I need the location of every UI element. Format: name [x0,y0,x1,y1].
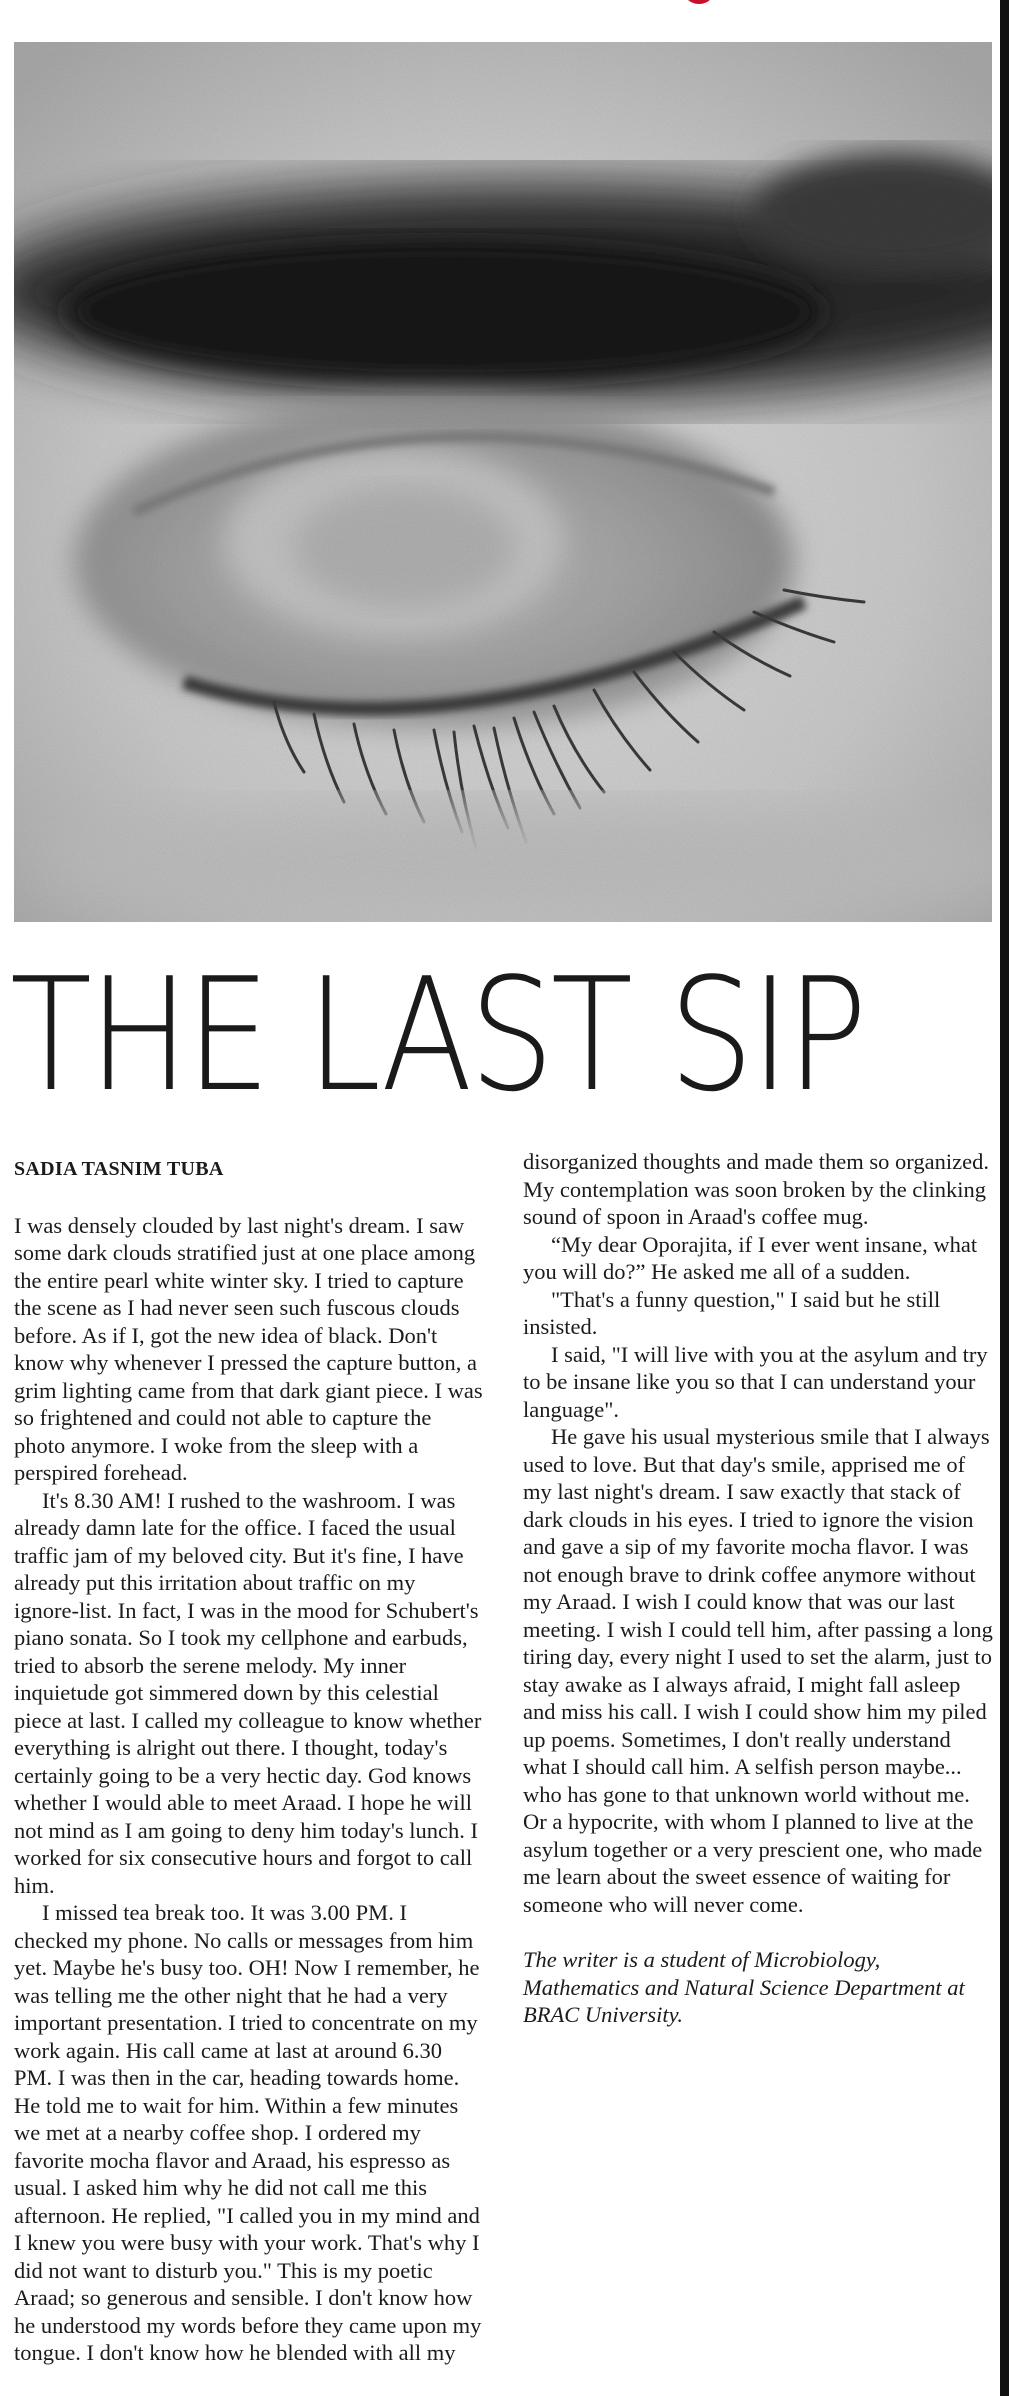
article-paragraph: I was densely clouded by last night's dream. I saw some dark clouds stratified just at one place among the entire pearl white winter sky. I tried to capture the scene as I had never seen such fuscous clouds before. As if I, got the new idea of black. Don't know why whenever I pressed the capture button, a grim lighting came from that dark giant piece. I was so frightened and could not able to capture the photo anymore. I woke from the sleep with a perspired forehead. [14,1212,483,1485]
article-paragraph: "That's a funny question," I said but he still insisted. [523,1286,941,1339]
article-paragraph: It's 8.30 AM! I rushed to the washroom. I was already damn late for the office. I faced the usual traffic jam of my beloved city. But it's fine, I have already put this irritation about traffic on my ignore-list. In fact, I was in the mood for Schubert's piano sonata. So I took my cellphone and earbuds, tried to absorb the serene melody. My inner inquietude got simmered down by this celestial piece at last. I called my colleague to know whether everything is alright out there. I thought, today's certainly going to be a very hectic day. God knows whether I would able to meet Araad. I hope he will not mind as I am going to deny him today's lunch. I worked for six consecutive hours and forgot to call him. [14,1487,482,1898]
article-paragraph: “My dear Oporajita, if I ever went insane, what you will do?” He asked me all of a sudden. [523,1231,978,1284]
article-paragraph: I said, "I will live with you at the asylum and try to be insane like you so that I can understand your language". [523,1341,988,1422]
article-body [14,1148,994,2386]
closed-eye-illustration [14,42,992,922]
top-accent-mark [682,0,716,4]
author-byline: SADIA TASNIM TUBA [14,1158,224,1180]
article-headline: THE LAST SIP [10,944,864,1126]
article-paragraph: I missed tea break too. It was 3.00 PM. I checked my phone. No calls or messages from him yet. Maybe he's busy too. OH! Now I remember, he was telling me the other night that he had a very important presentation. I tried to concentrate on my work again. His call came at last at around 6.30 PM. I was then in the car, heading towards home. He told me to wait for him. Within a few minutes we met at a nearby coffee shop. I ordered my favorite mocha flavor and Araad, his espresso as usual. I asked him why he did not call me this afternoon. He replied, "I called you in my mind and I knew you were busy with your work. That's why I did not want to disturb you." This is my poetic Araad; so generous and sensible. I don't know how he understood my words before they came upon my tongue. I don't know how he blended with all my disorganized thoughts and made them so organized. My contemplation was soon broken by the clinking sound of spoon in Araad's coffee mug. [14,1149,989,2365]
writer-note: The writer is a student of Microbiology, Mathematics and Natural Science Department at BRAC University. [523,1947,965,2027]
page-edge-rule [1000,0,1009,2396]
closed-eye-photo [14,42,992,922]
article-paragraph: He gave his usual mysterious smile that I always used to love. But that day's smile, apprised me of my last night's dream. I saw exactly that stack of dark clouds in his eyes. I tried to ignore the vision and gave a sip of my favorite mocha flavor. I was not enough brave to drink coffee anymore without my Araad. I wish I could know that was our last meeting. I wish I could tell him, after passing a long tiring day, every night I used to set the alarm, just to stay awake as I always afraid, I might fall asleep and miss his call. I wish I could show him my piled up poems. Sometimes, I don't really understand what I should call him. A selfish person maybe... who has gone to that unknown world without me. Or a hypocrite, with whom I planned to live at the asylum together or a very prescient one, who made me learn about the sweet essence of waiting for someone who will never come. [523,1424,993,1917]
